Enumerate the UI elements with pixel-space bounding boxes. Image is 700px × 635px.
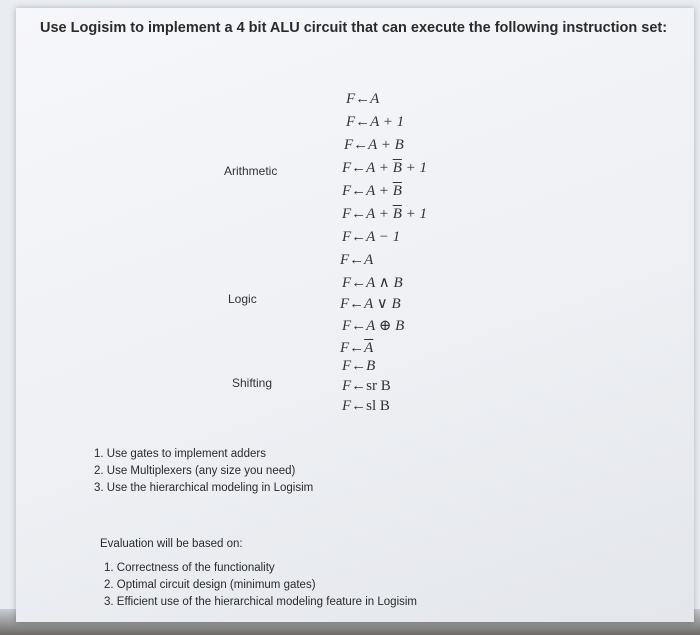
instruction-3: F←A + B [344,137,404,153]
requirement-item: 1. Use gates to implement adders [94,448,266,460]
instruction-8: F←A [340,252,374,268]
evaluation-item: 2. Optimal circuit design (minimum gates) [104,579,316,591]
requirements-list [94,446,313,497]
instruction-11: F←A ⊕ B [342,318,405,334]
instruction-4: F←A + $\overline{B} + 1$ [342,160,427,176]
requirement-item: 2. Use Multiplexers (any size you need) [94,465,296,477]
evaluation-list [104,560,417,611]
instruction-5: F←A + $\overline{B}$ [342,183,402,199]
evaluation-item: 1. Correctness of the functionality [104,562,275,574]
instruction-12: $F\leftarrow\overline{A}$ [340,340,374,356]
section-label-arithmetic: Arithmetic [224,164,278,178]
section-label-shifting: Shifting [232,376,273,390]
instruction-7: F←A − 1 [342,229,401,245]
requirement-item: 3. Use the hierarchical modeling in Logisim [94,482,314,494]
evaluation-title: Evaluation will be based on: [100,538,243,550]
instruction-14: F←sr B [342,378,391,394]
page-title: Use Logisim to implement a 4 bit ALU circuit that can execute the following instruction set: [40,20,668,36]
instruction-1: F←A [346,91,380,107]
document-page [16,8,694,622]
evaluation-item: 3. Efficient use of the hierarchical modeling feature in Logisim [104,596,418,608]
instruction-6: F←A + $\overline{B} + 1$ [342,206,427,222]
instruction-2: F←A + 1 [346,114,405,130]
section-label-logic: Logic [228,292,257,306]
instruction-15: F←sl B [342,398,390,414]
instruction-13: F←B [342,358,376,374]
instruction-9: F←A ∧ B [342,275,403,291]
instruction-10: F←A ∨ B [340,296,401,312]
